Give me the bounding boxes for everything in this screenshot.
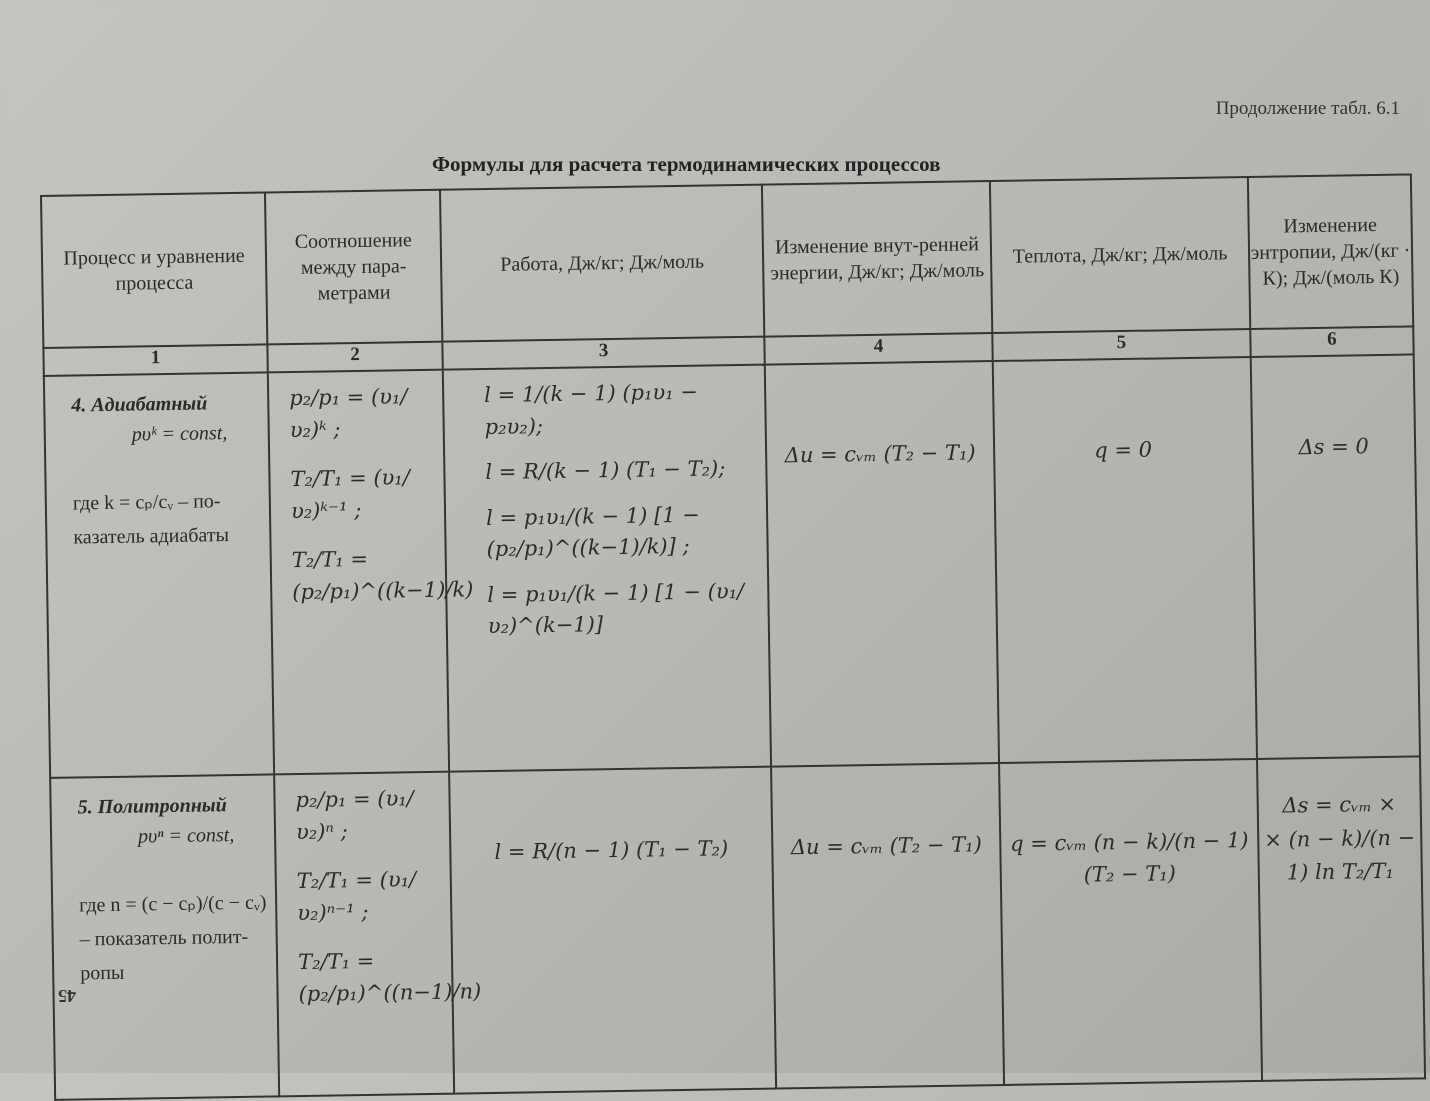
entropy-cell (1257, 756, 1425, 1081)
process-name: 5. Политропный (77, 794, 228, 819)
relation-formula: p₂/p₁ = (υ₁/υ₂)ᵏ ; (289, 384, 408, 442)
process-note: где n = (c − cₚ)/(c − cᵥ) – показатель полит-ропы (78, 891, 267, 985)
process-cell (50, 774, 279, 1099)
work-formula: l = p₁υ₁/(k − 1) [1 − (p₂/p₁)^((k−1)/k)] ; (485, 502, 700, 562)
heat-cell: q = 0 (993, 357, 1257, 763)
internal-energy-cell: Δu = cᵥₘ (T₂ − T₁) (765, 361, 999, 767)
work-formula: l = R/(n − 1) (T₁ − T₂) (494, 836, 729, 864)
process-name: 4. Адиабатный (71, 392, 208, 417)
internal-energy-cell: Δu = cᵥₘ (T₂ − T₁) (771, 763, 1004, 1089)
entropy-formula: × (n − k)/(n − 1) ln T₂/T₁ (1264, 825, 1416, 885)
entropy-cell: Δs = 0 (1251, 354, 1420, 759)
relation-formula: T₂/T₁ = (p₂/p₁)^((k−1)/k) (291, 546, 474, 604)
col-header-heat: Теплота, Дж/кг; Дж/моль (990, 177, 1250, 333)
col-header-entropy: Изменение энтропии, Дж/(кг · К); Дж/(моль К) (1248, 174, 1413, 329)
table-title: Формулы для расчета термодинамических процессов (432, 152, 941, 176)
col-header-work: Работа, Дж/кг; Дж/моль (440, 185, 764, 342)
table-row (44, 354, 1420, 777)
process-equation: pυᵏ = const, (131, 422, 228, 446)
formulas-table (40, 173, 1426, 1100)
col-header-internal-energy: Изменение внут-ренней энергии, Дж/кг; Дж/моль (762, 181, 992, 337)
work-cell (449, 767, 776, 1094)
work-formula: l = 1/(k − 1) (p₁υ₁ − p₂υ₂); (484, 379, 699, 439)
col-header-relation: Соотношение между пара-метрами (265, 190, 442, 345)
page-number: 45 (58, 986, 76, 1006)
col-number: 3 (442, 337, 764, 370)
relation-formula: p₂/p₁ = (υ₁/υ₂)ⁿ ; (295, 786, 414, 844)
process-cell (44, 372, 274, 777)
relation-cell (268, 370, 474, 775)
col-number: 2 (267, 342, 442, 373)
continuation-label: Продолжение табл. 6.1 (1215, 98, 1400, 119)
col-number: 1 (43, 344, 267, 376)
col-number: 6 (1250, 326, 1413, 357)
work-formula: l = p₁υ₁/(k − 1) [1 − (υ₁/υ₂)^(k−1)] (487, 578, 745, 639)
col-header-process: Процесс и уравнение процесса (41, 192, 267, 347)
process-equation: pυⁿ = const, (137, 824, 235, 848)
table-row (50, 756, 1425, 1099)
heat-cell: q = cᵥₘ (n − k)/(n − 1) (T₂ − T₁) (999, 759, 1262, 1085)
process-note: где k = cₚ/cᵥ – по-казатель адиабаты (72, 490, 230, 549)
col-number: 4 (764, 333, 992, 365)
relation-formula: T₂/T₁ = (υ₁/υ₂)ⁿ⁻¹ ; (296, 867, 417, 925)
work-formula: l = R/(k − 1) (T₁ − T₂); (485, 456, 726, 485)
entropy-formula: Δs = cᵥₘ × (1282, 791, 1397, 818)
col-number: 5 (992, 329, 1250, 361)
relation-formula: T₂/T₁ = (υ₁/υ₂)ᵏ⁻¹ ; (290, 465, 410, 523)
header-row (41, 174, 1413, 348)
work-cell (443, 365, 771, 772)
relation-cell (274, 772, 482, 1097)
relation-formula: T₂/T₁ = (p₂/p₁)^((n−1)/n) (297, 948, 482, 1006)
